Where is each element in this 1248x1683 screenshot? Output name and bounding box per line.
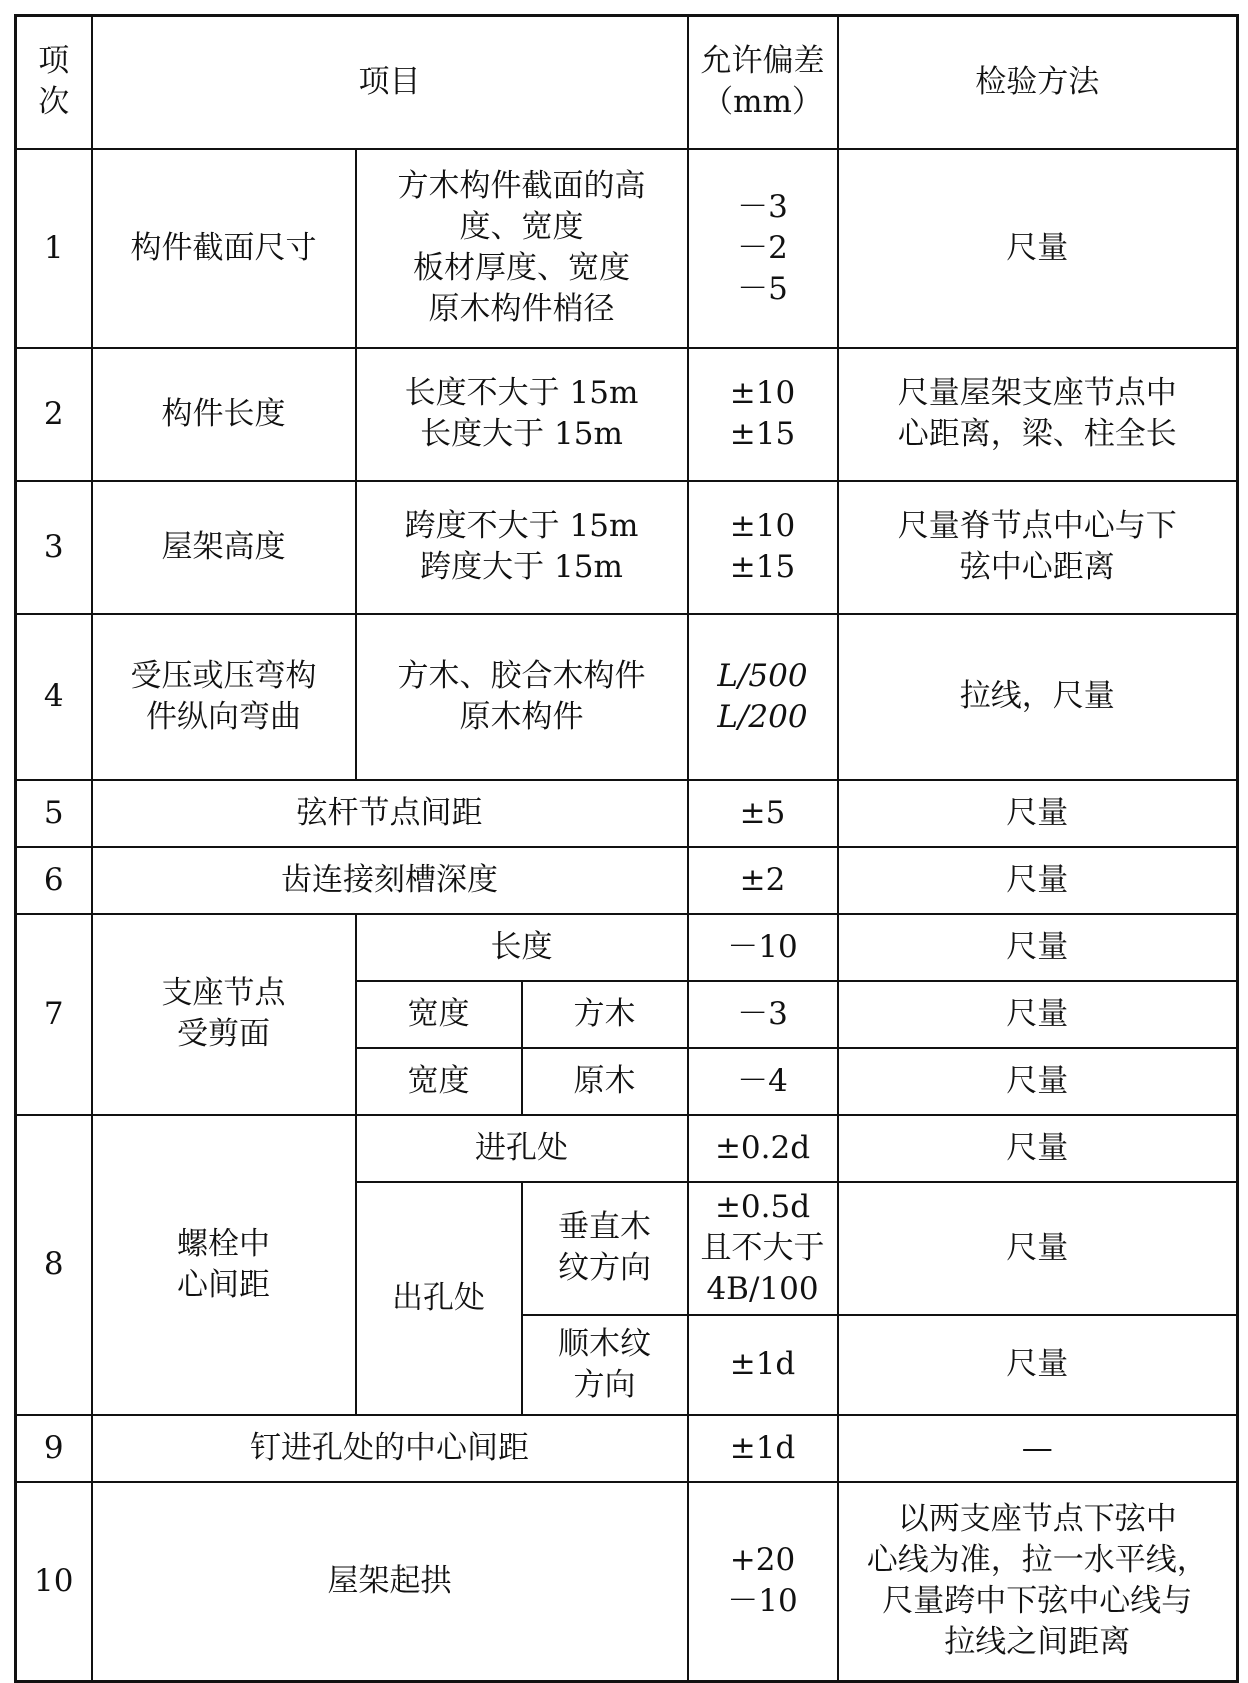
method-cell: — [838, 1415, 1238, 1482]
method-cell [838, 614, 1238, 780]
table-row [16, 1415, 1238, 1482]
sub-item-line: 长度大于 15m [420, 416, 623, 452]
method-cell: 尺量 [838, 1182, 1238, 1315]
method-cell: 尺量 [838, 1115, 1238, 1182]
item-cell: 弦杆节点间距 [92, 780, 688, 847]
sub-item-cell: 宽度 [356, 1048, 522, 1115]
tolerance-line: －5 [737, 270, 788, 307]
tolerance-cell: ±5 [688, 780, 838, 847]
header-tolerance-line1: 允许偏差 [700, 43, 825, 80]
method-line: 拉线之间距离 [944, 1624, 1131, 1661]
sub-item-line: 长度不大于 15m [404, 375, 639, 411]
sub-detail-line: 纹方向 [558, 1250, 651, 1286]
sub-item-line: 跨度大于 15m [420, 549, 623, 585]
header-tolerance [688, 16, 838, 149]
table-row [16, 914, 1238, 981]
row-number: 1 [16, 149, 92, 348]
method-line: 尺量脊节点中心与下 [897, 508, 1177, 544]
table-row [16, 1115, 1238, 1182]
tolerance-line: －2 [737, 229, 788, 266]
row-number: 3 [16, 481, 92, 614]
tolerance-cell: ±1d [688, 1315, 838, 1415]
sub-detail-cell: 原木 [522, 1048, 688, 1115]
table-row [16, 348, 1238, 481]
sub-item-line: 方木构件截面的高 [397, 168, 646, 204]
sub-item-cell [356, 481, 688, 614]
item-cell [92, 914, 356, 1115]
row-number: 4 [16, 614, 92, 780]
sub-item-cell: 进孔处 [356, 1115, 688, 1182]
item-line: 受剪面 [177, 1016, 270, 1052]
sub-detail-line: 方向 [573, 1366, 636, 1403]
tolerance-line: ±10 [729, 375, 796, 411]
sub-detail-cell [522, 1315, 688, 1415]
tolerance-line: 且不大于 [700, 1229, 825, 1266]
method-cell: 尺量 [838, 914, 1238, 981]
table-row [16, 481, 1238, 614]
item-cell: 构件长度 [92, 348, 356, 481]
method-cell: 尺量 [838, 847, 1238, 914]
row-number: 10 [16, 1482, 92, 1682]
tolerance-cell [688, 1482, 838, 1682]
row-number: 6 [16, 847, 92, 914]
item-line: 螺栓中 [177, 1225, 270, 1262]
method-cell: 尺量 [838, 149, 1238, 348]
tolerance-cell: －3 [688, 981, 838, 1048]
item-cell: 构件截面尺寸 [92, 149, 356, 348]
tolerance-line: L/500 [717, 657, 808, 694]
sub-detail-cell [522, 1182, 688, 1315]
method-cell: 尺量 [838, 780, 1238, 847]
row-number: 8 [16, 1115, 92, 1415]
method-line: 心线为准，拉一水平线， [866, 1542, 1208, 1579]
method-line: 心距离，梁、柱全长 [897, 416, 1177, 452]
method-cell [838, 348, 1238, 481]
item-cell: 屋架起拱 [92, 1482, 688, 1682]
method-line: 尺量跨中下弦中心线与 [882, 1583, 1193, 1620]
table-row [16, 1482, 1238, 1682]
tolerance-cell [688, 614, 838, 780]
tolerance-line: ±10 [729, 508, 796, 544]
header-row [16, 16, 1238, 149]
row-number: 5 [16, 780, 92, 847]
sub-item-line: 方木、胶合木构件 [397, 657, 646, 694]
method-cell [838, 1482, 1238, 1682]
tolerance-cell: ±2 [688, 847, 838, 914]
method-cell: 尺量 [838, 981, 1238, 1048]
method-cell: 尺量 [838, 1048, 1238, 1115]
tolerance-cell: ±1d [688, 1415, 838, 1482]
sub-item-line: 度、宽度 [459, 209, 584, 245]
row-number: 2 [16, 348, 92, 481]
tolerance-line: ±15 [729, 416, 796, 452]
item-line: 支座节点 [161, 975, 286, 1011]
tolerance-line: ±15 [729, 549, 796, 585]
header-method: 检验方法 [838, 16, 1238, 149]
sub-item-cell: 宽度 [356, 981, 522, 1048]
sub-detail-line: 顺木纹 [558, 1325, 651, 1362]
item-cell: 齿连接刻槽深度 [92, 847, 688, 914]
table-row [16, 847, 1238, 914]
tolerance-line: －10 [727, 1583, 798, 1620]
header-index: 项次 [16, 16, 92, 149]
sub-item-line: 跨度不大于 15m [404, 508, 639, 544]
sub-item-cell [356, 614, 688, 780]
method-line: 以两支座节点下弦中 [897, 1501, 1177, 1538]
method-line: 尺量屋架支座节点中 [897, 375, 1177, 411]
item-cell [92, 1115, 356, 1415]
method-cell: 尺量 [838, 1315, 1238, 1415]
header-item: 项目 [92, 16, 688, 149]
item-line: 件纵向弯曲 [146, 698, 301, 735]
item-line: 受压或压弯构 [130, 657, 317, 694]
tolerance-cell: ±0.2d [688, 1115, 838, 1182]
method-line: 弦中心距离 [959, 549, 1115, 585]
tolerance-line: L/200 [717, 698, 808, 735]
table-row [16, 149, 1238, 348]
tolerance-line: +20 [729, 1542, 796, 1579]
sub-item-cell [356, 149, 688, 348]
tolerance-cell [688, 348, 838, 481]
tolerance-line: －3 [737, 188, 788, 225]
sub-item-cell: 出孔处 [356, 1182, 522, 1415]
header-tolerance-unit: （mm） [702, 84, 823, 121]
sub-detail-cell: 方木 [522, 981, 688, 1048]
table-row [16, 614, 1238, 780]
row-number: 7 [16, 914, 92, 1115]
tolerance-line: ±0.5d [714, 1188, 811, 1225]
item-cell: 屋架高度 [92, 481, 356, 614]
tolerance-line: 4B/100 [706, 1270, 819, 1307]
row-number: 9 [16, 1415, 92, 1482]
item-line: 心间距 [177, 1266, 270, 1303]
tolerance-table [14, 14, 1239, 1683]
sub-item-cell [356, 348, 688, 481]
sub-item-line: 原木构件梢径 [428, 291, 615, 327]
sub-item-cell: 长度 [356, 914, 688, 981]
tolerance-cell [688, 149, 838, 348]
method-cell [838, 481, 1238, 614]
table-row [16, 780, 1238, 847]
sub-item-line: 原木构件 [459, 698, 584, 735]
tolerance-cell: －10 [688, 914, 838, 981]
tolerance-cell: －4 [688, 1048, 838, 1115]
sub-detail-line: 垂直木 [558, 1209, 651, 1245]
tolerance-cell [688, 481, 838, 614]
method-line: 拉线，尺量 [959, 678, 1115, 714]
item-cell: 钉进孔处的中心间距 [92, 1415, 688, 1482]
item-cell [92, 614, 356, 780]
sub-item-line: 板材厚度、宽度 [413, 250, 630, 286]
tolerance-cell [688, 1182, 838, 1315]
